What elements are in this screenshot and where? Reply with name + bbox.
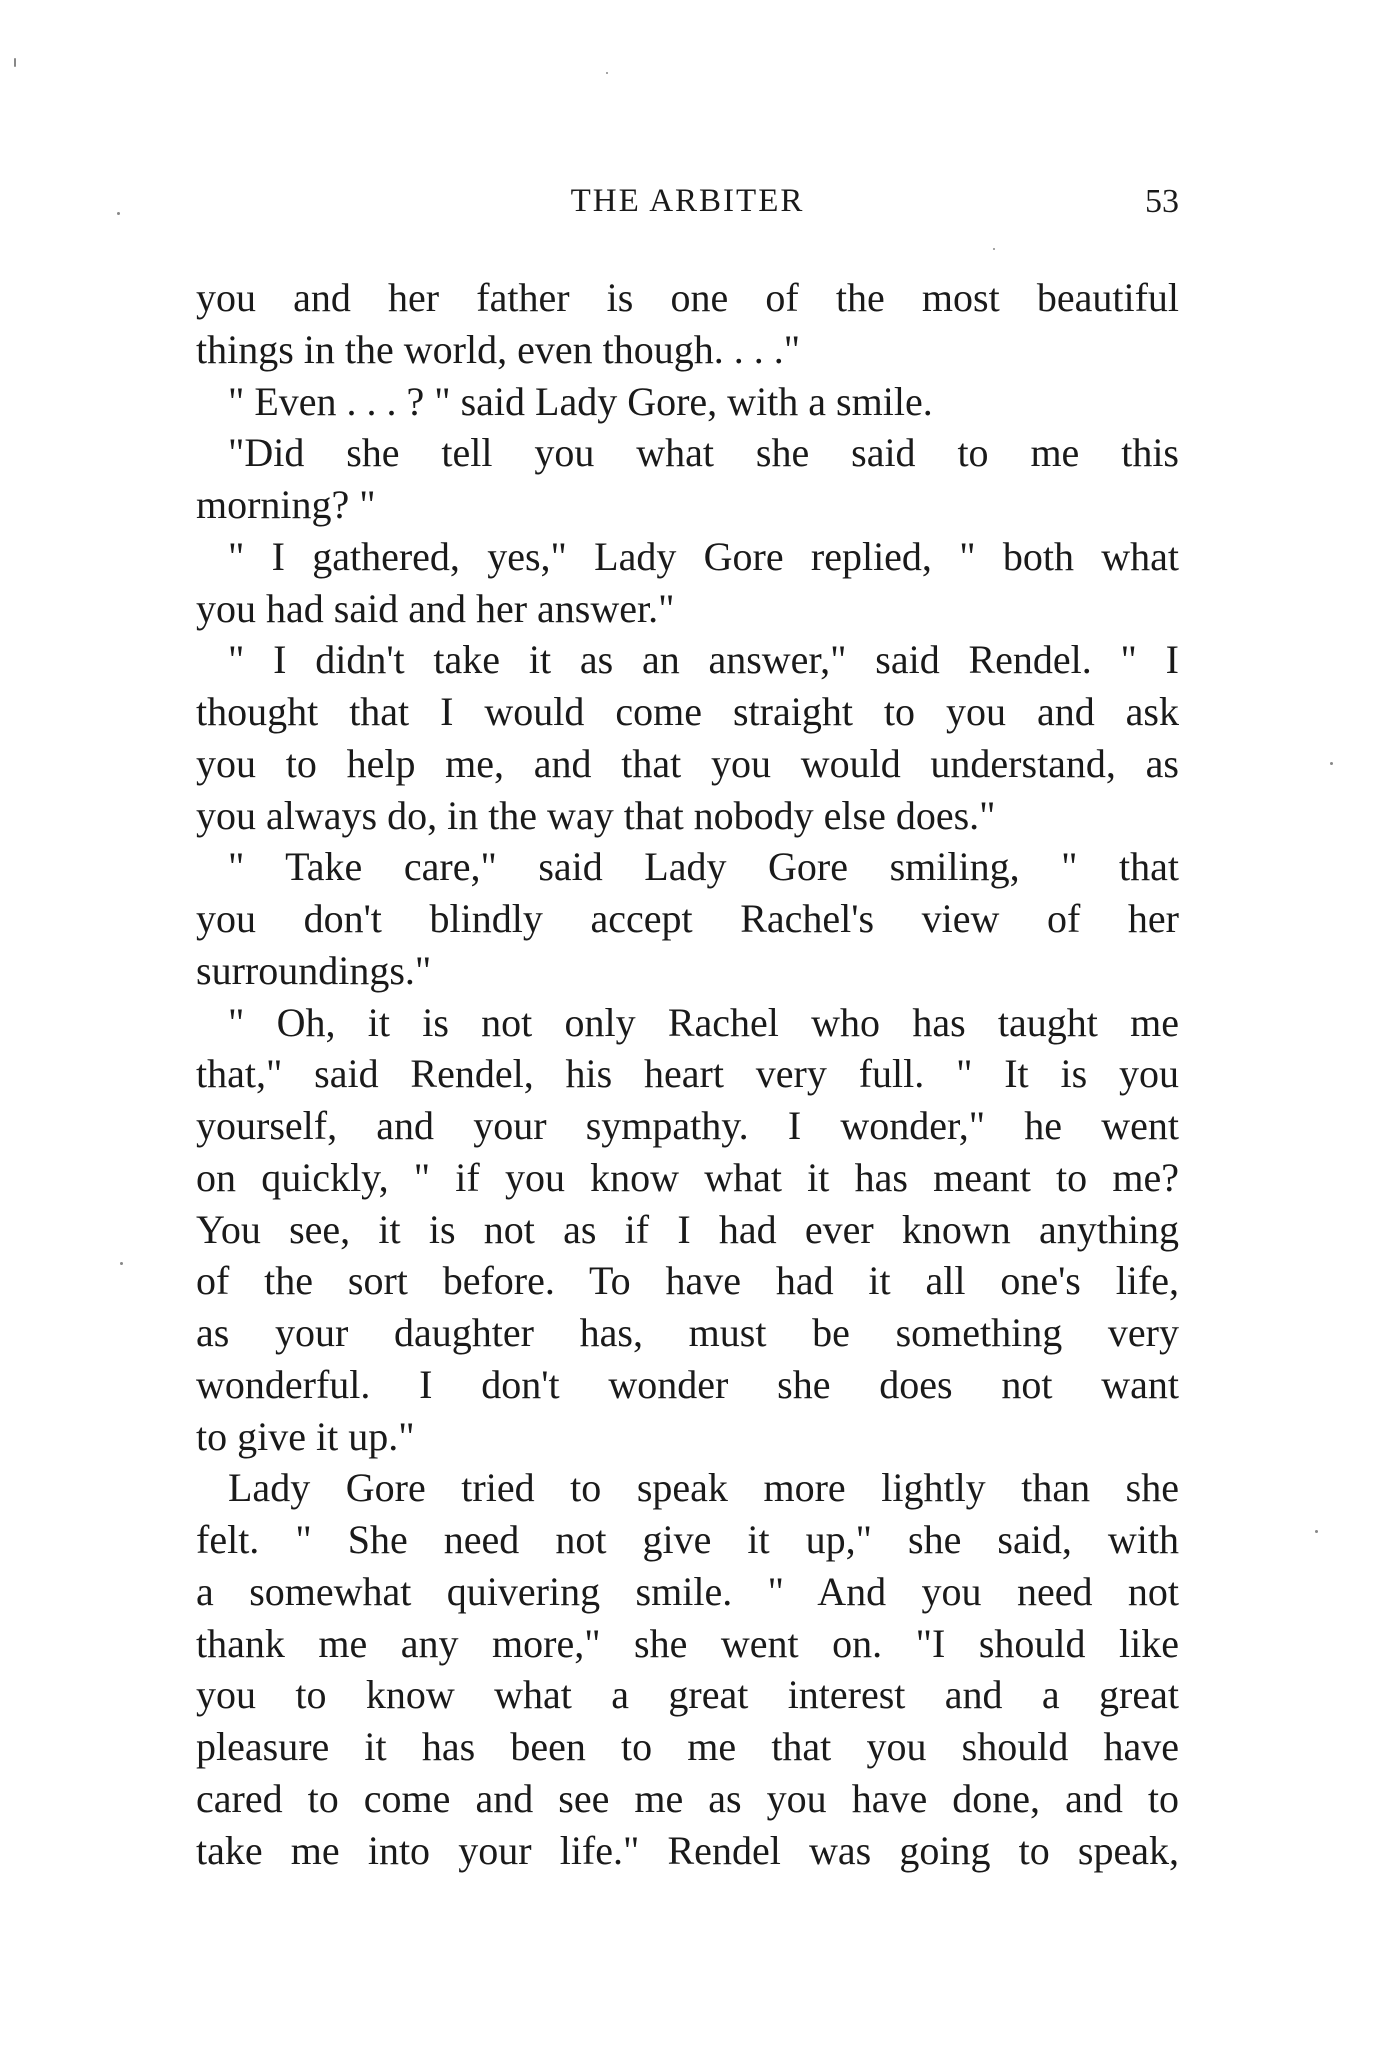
- text-line: you don't blindly accept Rachel's view of her: [196, 896, 1179, 941]
- text-line: " I gathered, yes," Lady Gore replied, " both what: [228, 533, 1179, 579]
- text-line: of the sort before. To have had it all one's life,: [196, 1258, 1179, 1304]
- text-line: on quickly, " if you know what it has meant to me?: [196, 1154, 1179, 1200]
- text-line: Lady Gore tried to speak more lightly than she: [228, 1465, 1179, 1511]
- text-line: surroundings.": [196, 947, 432, 993]
- page-number: 53: [1145, 183, 1179, 220]
- text-line: " I didn't take it as an answer," said Rendel. " I: [228, 637, 1179, 683]
- text-line: as your daughter has, must be something very: [196, 1310, 1179, 1355]
- text-line: cared to come and see me as you have done, and to: [196, 1775, 1179, 1821]
- text-line: thought that I would come straight to you and ask: [196, 689, 1179, 734]
- text-line: felt. " She need not give it up," she said, with: [196, 1517, 1179, 1562]
- text-line: " Take care," said Lady Gore smiling, " that: [228, 844, 1179, 890]
- text-line: morning? ": [196, 482, 376, 527]
- text-line: pleasure it has been to me that you should have: [196, 1724, 1179, 1769]
- print-speck: [606, 72, 608, 74]
- text-line: that," said Rendel, his heart very full. " It is you: [196, 1051, 1179, 1097]
- body-text: [196, 272, 1179, 1876]
- print-speck: [14, 58, 16, 67]
- text-line: you always do, in the way that nobody else does.": [196, 792, 996, 838]
- text-line: You see, it is not as if I had ever known anything: [196, 1206, 1179, 1252]
- print-speck: [993, 248, 995, 250]
- print-speck: [1330, 762, 1333, 765]
- print-speck: [120, 1262, 123, 1265]
- print-speck: [117, 212, 120, 215]
- text-line: thank me any more," she went on. "I should like: [196, 1620, 1179, 1666]
- text-line: yourself, and your sympathy. I wonder," he went: [196, 1103, 1179, 1148]
- text-line: you to know what a great interest and a great: [196, 1672, 1179, 1718]
- text-line: " Oh, it is not only Rachel who has taught me: [228, 999, 1179, 1045]
- text-line: you had said and her answer.": [196, 585, 675, 631]
- text-line: "Did she tell you what she said to me this: [228, 430, 1179, 476]
- text-line: things in the world, even though. . . .": [196, 326, 801, 372]
- running-title: THE ARBITER: [570, 183, 805, 219]
- text-line: a somewhat quivering smile. " And you need not: [196, 1568, 1179, 1614]
- text-line: to give it up.": [196, 1413, 415, 1459]
- running-head: [196, 183, 1179, 233]
- text-line: you to help me, and that you would understand, as: [196, 740, 1179, 786]
- print-speck: [1315, 1530, 1318, 1533]
- text-line: wonderful. I don't wonder she does not want: [196, 1361, 1179, 1407]
- text-line: " Even . . . ? " said Lady Gore, with a smile.: [228, 378, 933, 424]
- text-line: take me into your life." Rendel was going to speak,: [196, 1827, 1179, 1873]
- text-line: you and her father is one of the most beautiful: [196, 275, 1179, 320]
